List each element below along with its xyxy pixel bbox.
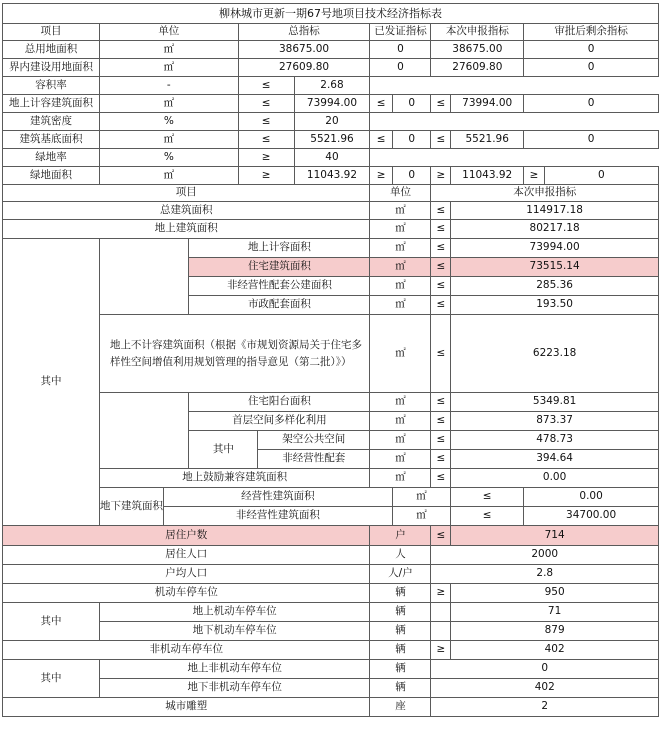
row-label: 地上非机动车停车位 <box>99 660 369 679</box>
row-label: 住宅阳台面积 <box>189 393 370 412</box>
row-label: 绿地率 <box>3 149 100 167</box>
row-unit: 辆 <box>370 584 431 603</box>
row-unit: ㎡ <box>370 315 431 393</box>
row-value: 478.73 <box>451 431 659 450</box>
row-label: 城市雕塑 <box>3 698 370 717</box>
row-unit: ㎡ <box>99 131 238 149</box>
row-value: 114917.18 <box>451 202 659 220</box>
subgroup-label: 其中 <box>189 431 258 469</box>
row-certified-sym: ≤ <box>370 95 392 113</box>
table-row <box>3 603 659 622</box>
row-value: 73515.14 <box>451 258 659 277</box>
row-sym: ≤ <box>431 469 451 488</box>
row-label: 地上计容面积 <box>189 239 370 258</box>
row-sym: ≤ <box>431 412 451 431</box>
upper-header-row <box>3 24 659 41</box>
table-row <box>3 641 659 660</box>
row-label: 容积率 <box>3 77 100 95</box>
row-sym: ≤ <box>431 220 451 239</box>
row-value: 879 <box>451 622 659 641</box>
table-row <box>3 149 659 167</box>
row-current: 5521.96 <box>451 131 524 149</box>
row-unit: - <box>99 77 238 95</box>
row-current: 73994.00 <box>451 95 524 113</box>
empty-cell <box>370 77 659 95</box>
row-unit: % <box>99 113 238 131</box>
row-label: 界内建设用地面积 <box>3 59 100 77</box>
row-remaining-sym: ≥ <box>524 167 545 185</box>
row-unit: ㎡ <box>370 431 431 450</box>
row-certified-sym: ≥ <box>370 167 392 185</box>
row-unit: 户 <box>370 526 431 546</box>
row-total: 73994.00 <box>294 95 370 113</box>
row-label: 首层空间多样化利用 <box>189 412 370 431</box>
table-row <box>3 202 659 220</box>
table-row <box>3 526 659 546</box>
row-certified-sym: ≤ <box>370 131 392 149</box>
row-current: 38675.00 <box>431 41 524 59</box>
row-current-sym: ≥ <box>431 167 451 185</box>
row-current-sym: ≤ <box>431 131 451 149</box>
row-sym: ≤ <box>431 296 451 315</box>
table-row <box>3 565 659 584</box>
hdr-unit: 单位 <box>370 185 431 202</box>
row-value: 285.36 <box>451 277 659 296</box>
row-value: 402 <box>451 641 659 660</box>
row-remaining: 0 <box>524 41 659 59</box>
table-row <box>3 239 659 258</box>
row-sym: ≤ <box>238 113 294 131</box>
row-unit: ㎡ <box>370 202 431 220</box>
row-certified: 0 <box>370 59 431 77</box>
table-row <box>3 698 659 717</box>
row-value: 714 <box>451 526 659 546</box>
row-unit: ㎡ <box>370 412 431 431</box>
row-sym: ≤ <box>431 277 451 296</box>
row-sym: ≤ <box>431 202 451 220</box>
row-label-multiline: 地上不计容建筑面积（根据《市规划资源局关于住宅多样性空间增值利用规划管理的指导意见（第二批）》） <box>99 315 369 393</box>
empty-cell <box>99 393 189 469</box>
row-value: 950 <box>451 584 659 603</box>
row-current-sym: ≤ <box>431 95 451 113</box>
row-label: 地上计容建筑面积 <box>3 95 100 113</box>
row-remaining: 0 <box>524 59 659 77</box>
row-value: 73994.00 <box>451 239 659 258</box>
tech-economic-table <box>2 3 659 717</box>
row-total: 20 <box>294 113 370 131</box>
row-label: 地下机动车停车位 <box>99 622 369 641</box>
row-sym: ≤ <box>238 77 294 95</box>
row-label: 机动车停车位 <box>3 584 370 603</box>
row-unit: % <box>99 149 238 167</box>
row-current: 27609.80 <box>431 59 524 77</box>
underground-label: 地下建筑面积 <box>99 488 163 526</box>
row-remaining: 0 <box>524 95 659 113</box>
hdr-unit: 单位 <box>99 24 238 41</box>
row-value: 2000 <box>431 546 659 565</box>
row-sym: ≤ <box>431 393 451 412</box>
row-unit: 人/户 <box>370 565 431 584</box>
group-label: 其中 <box>3 603 100 641</box>
row-total: 38675.00 <box>238 41 370 59</box>
table-row <box>3 622 659 641</box>
table-row <box>3 77 659 95</box>
row-total: 40 <box>294 149 370 167</box>
row-sym: ≤ <box>451 507 524 526</box>
row-label: 经营性建筑面积 <box>163 488 392 507</box>
row-label: 非经营性配套公建面积 <box>189 277 370 296</box>
hdr-remaining: 审批后剩余指标 <box>524 24 659 41</box>
empty-cell <box>99 239 189 315</box>
group-label: 其中 <box>3 660 100 698</box>
row-label: 架空公共空间 <box>258 431 370 450</box>
row-value: 71 <box>451 603 659 622</box>
row-value: 873.37 <box>451 412 659 431</box>
row-current: 11043.92 <box>451 167 524 185</box>
table-row <box>3 95 659 113</box>
row-label: 居住人口 <box>3 546 370 565</box>
row-unit: 辆 <box>370 660 431 679</box>
group-label: 其中 <box>3 239 100 526</box>
hdr-item: 项目 <box>3 24 100 41</box>
row-unit: 辆 <box>370 679 431 698</box>
row-value: 2.8 <box>431 565 659 584</box>
row-value: 193.50 <box>451 296 659 315</box>
row-label: 建筑基底面积 <box>3 131 100 149</box>
row-sym: ≤ <box>431 431 451 450</box>
row-label: 建筑密度 <box>3 113 100 131</box>
row-total: 5521.96 <box>294 131 370 149</box>
row-unit: ㎡ <box>99 41 238 59</box>
row-unit: ㎡ <box>370 220 431 239</box>
row-total: 27609.80 <box>238 59 370 77</box>
row-unit: ㎡ <box>370 296 431 315</box>
row-value: 394.64 <box>451 450 659 469</box>
table-row <box>3 59 659 77</box>
row-unit: ㎡ <box>392 507 450 526</box>
row-unit: 辆 <box>370 641 431 660</box>
row-unit: 辆 <box>370 622 431 641</box>
table-row <box>3 393 659 412</box>
row-remaining: 0 <box>524 131 659 149</box>
table-row <box>3 679 659 698</box>
row-label: 市政配套面积 <box>189 296 370 315</box>
row-label: 地上鼓励兼容建筑面积 <box>99 469 369 488</box>
row-unit: 人 <box>370 546 431 565</box>
hdr-total: 总指标 <box>238 24 370 41</box>
table-row <box>3 488 659 507</box>
row-sym: ≤ <box>238 131 294 149</box>
row-unit: ㎡ <box>392 488 450 507</box>
table-title: 柳林城市更新一期67号地项目技术经济指标表 <box>3 4 659 24</box>
row-unit: ㎡ <box>370 258 431 277</box>
row-label: 总用地面积 <box>3 41 100 59</box>
row-value: 0 <box>431 660 659 679</box>
row-value: 34700.00 <box>524 507 659 526</box>
row-unit: 辆 <box>370 603 431 622</box>
row-sym: ≤ <box>238 95 294 113</box>
row-sym: ≤ <box>431 239 451 258</box>
row-sym-empty <box>431 622 451 641</box>
row-value: 402 <box>431 679 659 698</box>
row-unit: ㎡ <box>99 59 238 77</box>
row-certified: 0 <box>370 41 431 59</box>
row-sym: ≥ <box>431 584 451 603</box>
row-value: 5349.81 <box>451 393 659 412</box>
row-label: 地上建筑面积 <box>3 220 370 239</box>
lower-header-row <box>3 185 659 202</box>
row-certified: 0 <box>392 131 431 149</box>
row-label: 地下非机动车停车位 <box>99 679 369 698</box>
row-sym: ≥ <box>238 149 294 167</box>
row-total: 11043.92 <box>294 167 370 185</box>
row-sym: ≥ <box>431 641 451 660</box>
empty-cell <box>370 113 659 131</box>
table-row <box>3 167 659 185</box>
row-label: 非机动车停车位 <box>3 641 370 660</box>
row-label: 居住户数 <box>3 526 370 546</box>
row-value: 0.00 <box>524 488 659 507</box>
row-sym-empty <box>431 603 451 622</box>
table-row <box>3 660 659 679</box>
row-certified: 0 <box>392 95 431 113</box>
row-unit: 座 <box>370 698 431 717</box>
row-label: 非经营性建筑面积 <box>163 507 392 526</box>
row-label: 住宅建筑面积 <box>189 258 370 277</box>
table-row <box>3 469 659 488</box>
table-row <box>3 546 659 565</box>
row-value: 6223.18 <box>451 315 659 393</box>
row-remaining: 0 <box>544 167 658 185</box>
title-row <box>3 4 659 24</box>
row-total: 2.68 <box>294 77 370 95</box>
row-sym: ≤ <box>451 488 524 507</box>
empty-cell <box>370 149 659 167</box>
row-sym: ≤ <box>431 315 451 393</box>
row-label: 地上机动车停车位 <box>99 603 369 622</box>
table-row <box>3 584 659 603</box>
table-row <box>3 131 659 149</box>
row-sym: ≥ <box>238 167 294 185</box>
hdr-item: 项目 <box>3 185 370 202</box>
row-label: 户均人口 <box>3 565 370 584</box>
row-unit: ㎡ <box>99 167 238 185</box>
row-sym: ≤ <box>431 258 451 277</box>
hdr-current: 本次申报指标 <box>431 24 524 41</box>
row-value: 80217.18 <box>451 220 659 239</box>
table-row <box>3 41 659 59</box>
row-unit: ㎡ <box>370 450 431 469</box>
table-row <box>3 220 659 239</box>
row-unit: ㎡ <box>99 95 238 113</box>
row-value: 2 <box>431 698 659 717</box>
hdr-certified: 已发证指标 <box>370 24 431 41</box>
row-value: 0.00 <box>451 469 659 488</box>
table-row <box>3 315 659 393</box>
row-unit: ㎡ <box>370 239 431 258</box>
row-label: 绿地面积 <box>3 167 100 185</box>
row-sym: ≤ <box>431 450 451 469</box>
table-row <box>3 113 659 131</box>
hdr-current: 本次申报指标 <box>431 185 659 202</box>
row-label: 非经营性配套 <box>258 450 370 469</box>
row-unit: ㎡ <box>370 393 431 412</box>
row-unit: ㎡ <box>370 469 431 488</box>
row-certified: 0 <box>392 167 431 185</box>
row-unit: ㎡ <box>370 277 431 296</box>
row-sym: ≤ <box>431 526 451 546</box>
row-label: 总建筑面积 <box>3 202 370 220</box>
